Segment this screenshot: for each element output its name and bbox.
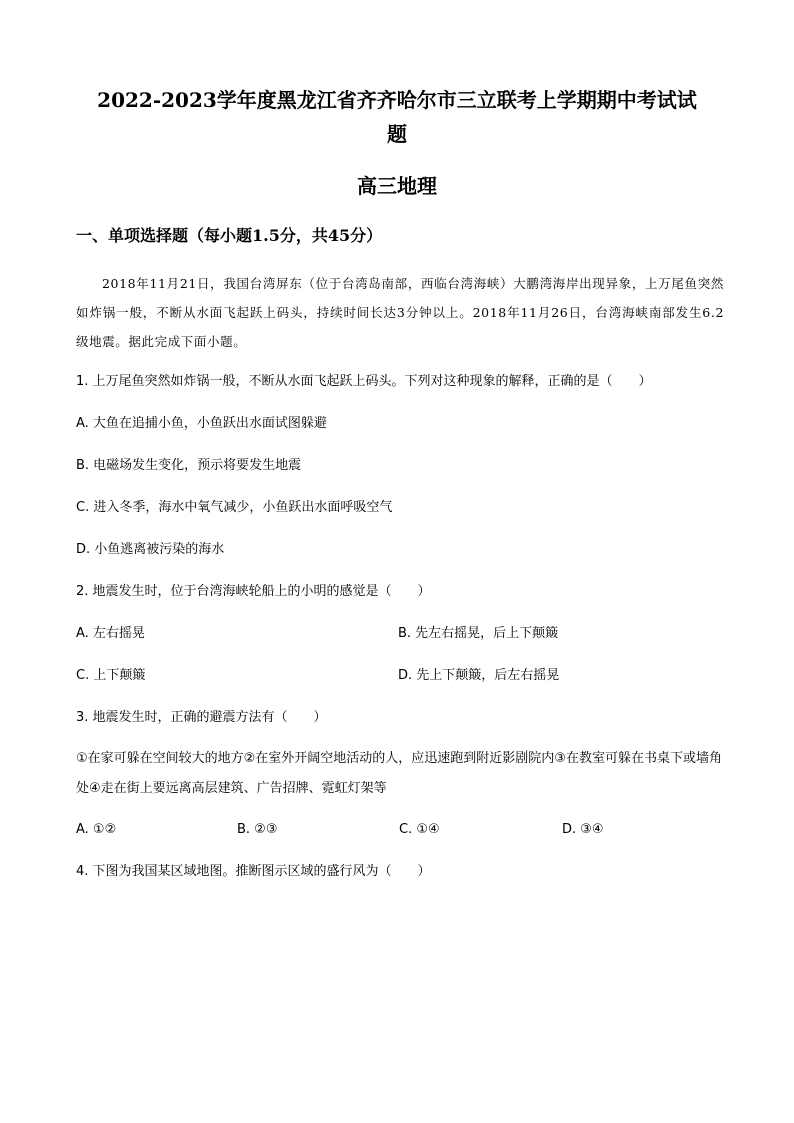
question-2-option-a[interactable]: A. 左右摇晃 <box>76 626 145 641</box>
exam-title-line2: 题 <box>387 122 407 146</box>
subject-title: 高三地理 <box>357 174 437 198</box>
question-1-option-d[interactable]: D. 小鱼逃离被污染的海水 <box>76 542 225 557</box>
question-3-option-b[interactable]: B. ②③ <box>237 822 278 837</box>
question-2-option-b[interactable]: B. 先左右摇晃，后上下颠簸 <box>398 626 559 641</box>
question-3-statements: ①在家可躲在空间较大的地方②在室外开阔空地活动的人，应迅速跑到附近影剧院内③在教室可躲在书桌下或墙角处④走在街上要远离高层建筑、广告招牌、霓虹灯架等 <box>76 751 722 796</box>
question-1-option-c[interactable]: C. 进入冬季，海水中氧气减少，小鱼跃出水面呼吸空气 <box>76 500 393 515</box>
question-1-stem: 1. 上万尾鱼突然如炸锅一般，不断从水面飞起跃上码头。下列对这种现象的解释，正确的是（ ） <box>76 374 652 389</box>
question-3-stem: 3. 地震发生时，正确的避震方法有（ ） <box>76 710 327 725</box>
question-3-option-d[interactable]: D. ③④ <box>562 822 604 837</box>
exam-title-line1: 2022-2023学年度黑龙江省齐齐哈尔市三立联考上学期期中考试试 <box>97 88 697 112</box>
question-1-option-a[interactable]: A. 大鱼在追捕小鱼，小鱼跃出水面试图躲避 <box>76 416 327 431</box>
question-2-stem: 2. 地震发生时，位于台湾海峡轮船上的小明的感觉是（ ） <box>76 584 431 599</box>
question-3-option-a[interactable]: A. ①② <box>76 822 117 837</box>
question-1-option-b[interactable]: B. 电磁场发生变化，预示将要发生地震 <box>76 458 302 473</box>
question-2-option-d[interactable]: D. 先上下颠簸，后左右摇晃 <box>398 668 560 683</box>
question-4-stem: 4. 下图为我国某区域地图。推断图示区域的盛行风为（ ） <box>76 864 431 879</box>
section-heading: 一、单项选择题（每小题1.5分，共45分） <box>76 226 383 245</box>
question-2-option-c[interactable]: C. 上下颠簸 <box>76 668 146 683</box>
question-3-option-c[interactable]: C. ①④ <box>399 822 440 837</box>
reading-passage: 2018年11月21日，我国台湾屏东（位于台湾岛南部，西临台湾海峡）大鹏湾海岸出现异象，上万尾鱼突然如炸锅一般，不断从水面飞起跃上码头，持续时间长达3分钟以上。2018年11月26日，台湾海峡南部发生6.2级地震。据此完成下面小题。 <box>76 276 724 349</box>
